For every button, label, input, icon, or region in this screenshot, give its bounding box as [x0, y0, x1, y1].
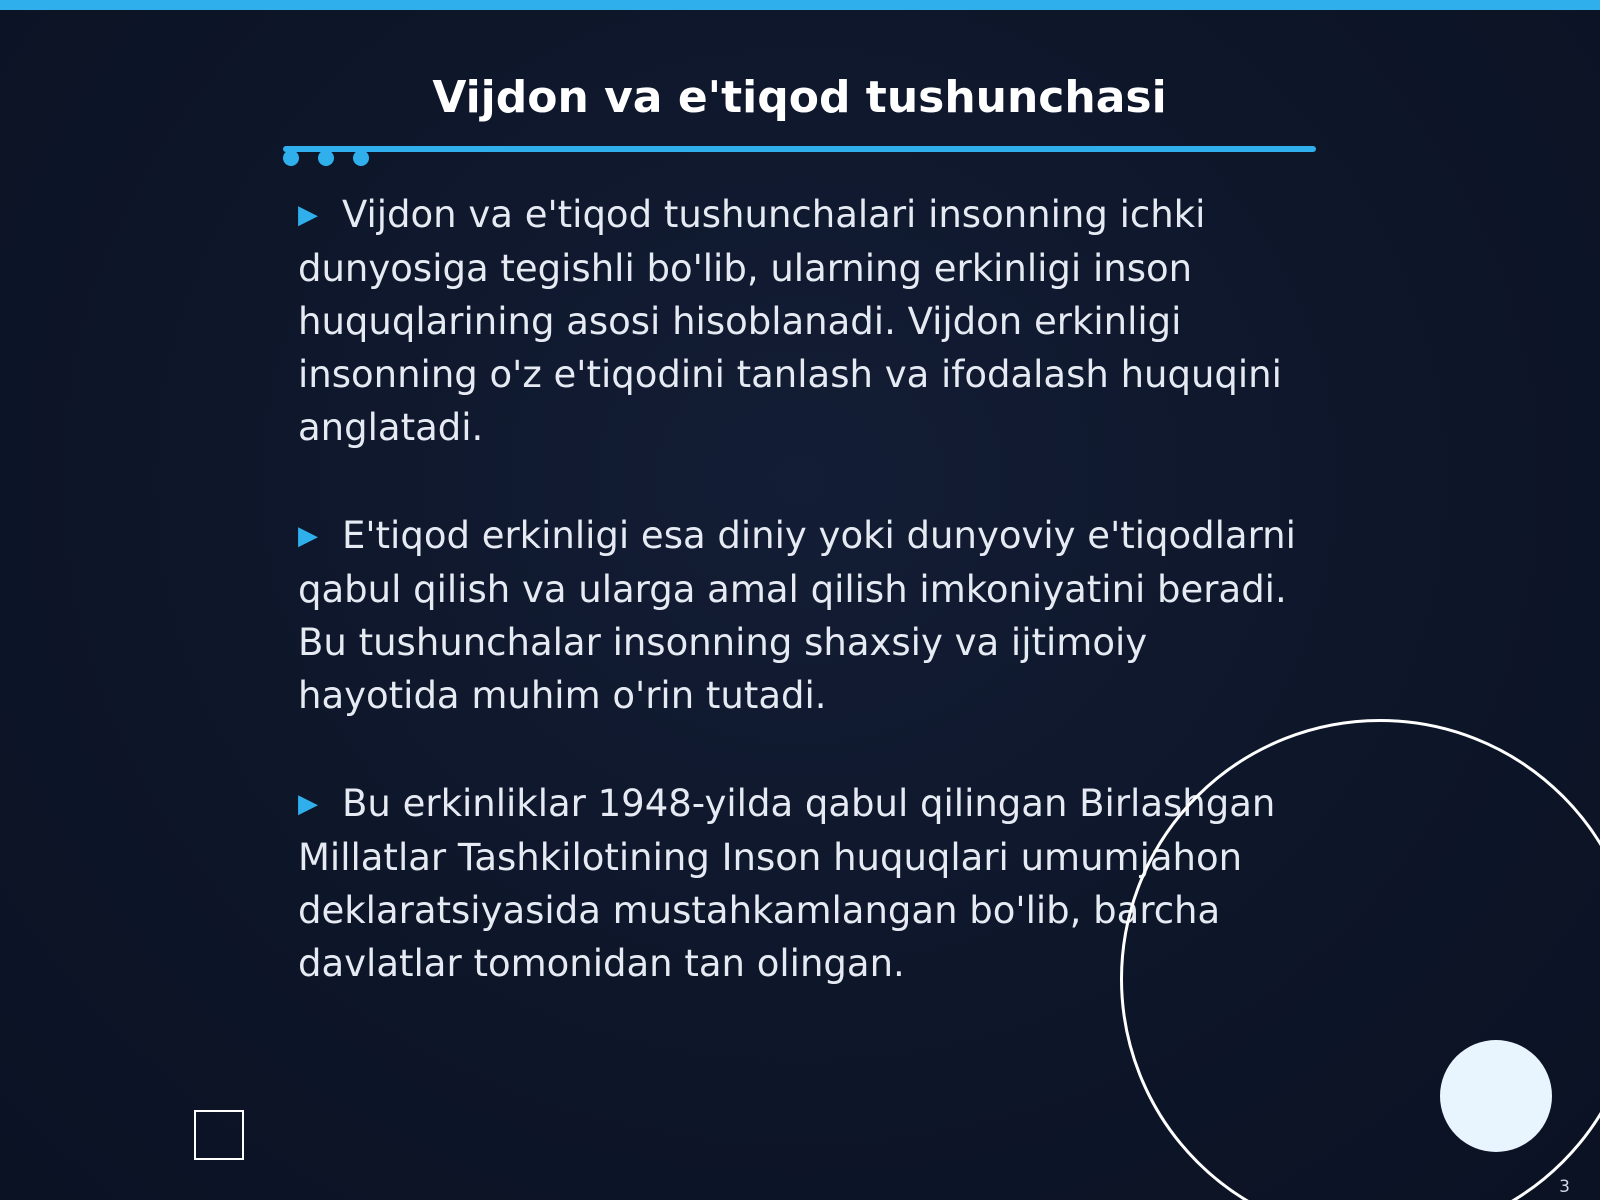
bullet-paragraph-2: [298, 509, 1308, 722]
decorative-dot: [353, 150, 369, 166]
title-underline: [283, 146, 1316, 152]
play-triangle-icon: ▶: [298, 200, 318, 230]
bullet-paragraph-1: [298, 188, 1308, 454]
page-number: 3: [1559, 1177, 1570, 1197]
square-outline-icon: [194, 1110, 244, 1160]
bullet-paragraph-3: [298, 777, 1308, 990]
play-triangle-icon: ▶: [298, 789, 318, 819]
play-triangle-icon: ▶: [298, 521, 318, 551]
decorative-circle: [1440, 1040, 1552, 1152]
decorative-dot: [283, 150, 299, 166]
paragraph-text: Bu erkinliklar 1948-yilda qabul qilingan Birlashgan Millatlar Tashkilotining Inson huquqlari umumjahon deklaratsiyasida mustahkamlangan bo'lib, barcha davlatlar tomonidan tan olingan.: [298, 782, 1276, 985]
top-accent-bar: [0, 0, 1600, 10]
slide-title: Vijdon va e'tiqod tushunchasi: [432, 72, 1167, 123]
paragraph-text: Vijdon va e'tiqod tushunchalari insonning ichki dunyosiga tegishli bo'lib, ularning erkinligi inson huquqlarining asosi hisoblanadi. Vijdon erkinligi insonning o'z e'tiqodini tanlash va ifodalash huquqini anglatadi.: [298, 193, 1282, 449]
decorative-dot: [318, 150, 334, 166]
slide-body: [298, 188, 1308, 1045]
paragraph-text: E'tiqod erkinligi esa diniy yoki dunyoviy e'tiqodlarni qabul qilish va ularga amal qilish imkoniyatini beradi. Bu tushunchalar insonning shaxsiy va ijtimoiy hayotida muhim o'rin tutadi.: [298, 514, 1296, 717]
